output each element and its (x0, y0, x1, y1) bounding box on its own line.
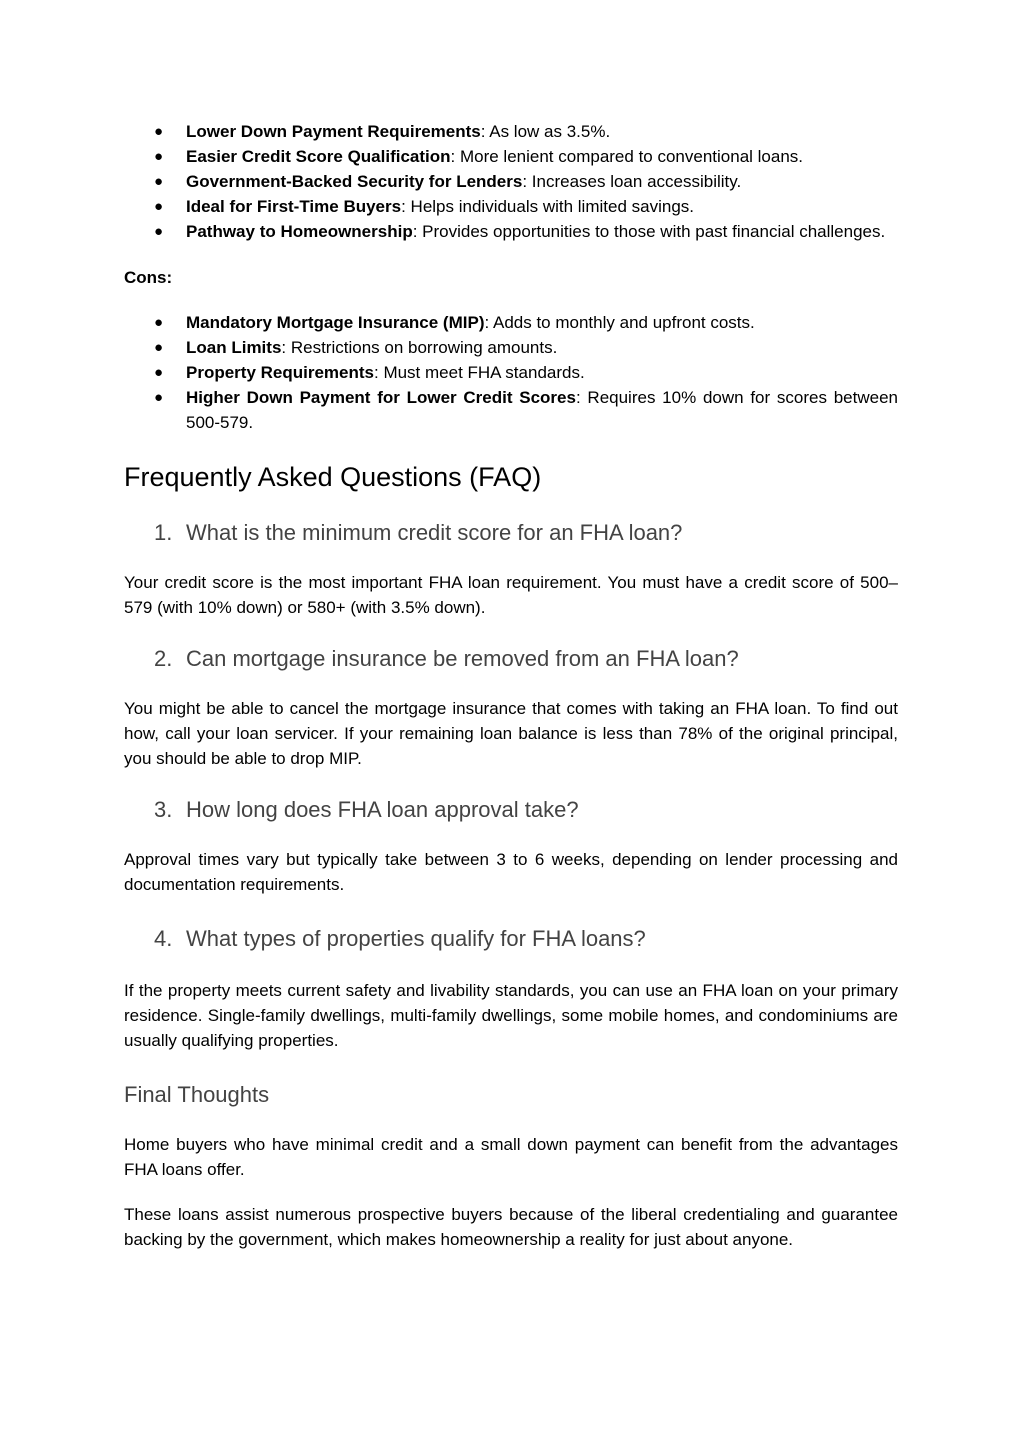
bullet-icon: ● (154, 198, 164, 215)
pros-list (124, 119, 898, 244)
con-term: Higher Down Payment for Lower Credit Scores (186, 388, 576, 407)
pro-desc: : Increases loan accessibility. (522, 172, 742, 191)
faq-number: 1. (154, 520, 173, 545)
faq-heading: Frequently Asked Questions (FAQ) (124, 462, 542, 492)
list-item (124, 360, 898, 385)
bullet-icon: ● (154, 314, 164, 331)
faq-number: 4. (154, 926, 173, 951)
con-term: Property Requirements (186, 363, 374, 382)
faq-number: 2. (154, 646, 173, 671)
list-item (124, 144, 898, 169)
faq-answer: Your credit score is the most important FHA loan requirement. You must have a credit score of 500–579 (with 10% down) or 580+ (with 3.5% down). (124, 573, 898, 617)
faq-question-text: How long does FHA loan approval take? (186, 797, 579, 822)
bullet-icon: ● (154, 223, 164, 240)
bullet-icon: ● (154, 173, 164, 190)
cons-list (124, 310, 898, 435)
list-item (124, 219, 898, 244)
cons-heading: Cons: (124, 268, 173, 287)
bullet-icon: ● (154, 123, 164, 140)
pro-desc: : Helps individuals with limited savings. (401, 197, 694, 216)
final-paragraph: Home buyers who have minimal credit and a small down payment can benefit from the advantages FHA loans offer. (124, 1135, 898, 1179)
faq-question-text: Can mortgage insurance be removed from an FHA loan? (186, 646, 739, 671)
con-desc: : Must meet FHA standards. (374, 363, 585, 382)
list-item (124, 169, 898, 194)
pro-term: Government-Backed Security for Lenders (186, 172, 523, 191)
pro-desc: : More lenient compared to conventional loans. (450, 147, 804, 166)
list-item (124, 310, 898, 335)
con-desc: : Requires 10% down for scores between 500-579. (186, 388, 898, 432)
bullet-icon: ● (154, 148, 164, 165)
faq-number: 3. (154, 797, 173, 822)
pro-desc: : As low as 3.5%. (480, 122, 611, 141)
faq-question (124, 644, 898, 674)
final-thoughts-heading: Final Thoughts (124, 1082, 270, 1107)
faq-answer: Approval times vary but typically take between 3 to 6 weeks, depending on lender processing and documentation requirements. (124, 850, 898, 894)
faq-question (124, 518, 898, 548)
con-desc: : Adds to monthly and upfront costs. (484, 313, 755, 332)
pro-desc: : Provides opportunities to those with past financial challenges. (412, 222, 886, 241)
con-term: Mandatory Mortgage Insurance (MIP) (186, 313, 485, 332)
faq-question-text: What types of properties qualify for FHA loans? (186, 926, 646, 951)
document-page (124, 119, 898, 1252)
list-item (124, 194, 898, 219)
bullet-icon: ● (154, 339, 164, 356)
faq-question (124, 795, 898, 825)
con-desc: : Restrictions on borrowing amounts. (281, 338, 558, 357)
pro-term: Easier Credit Score Qualification (186, 147, 451, 166)
list-item (124, 335, 898, 360)
pro-term: Lower Down Payment Requirements (186, 122, 481, 141)
bullet-icon: ● (154, 364, 164, 381)
final-paragraph: These loans assist numerous prospective buyers because of the liberal credentialing and guarantee backing by the government, which makes homeownership a reality for just about anyone. (124, 1205, 898, 1249)
con-term: Loan Limits (186, 338, 282, 357)
faq-question (124, 924, 898, 954)
pro-term: Pathway to Homeownership (186, 222, 413, 241)
faq-answer: You might be able to cancel the mortgage insurance that comes with taking an FHA loan. To find out how, call your loan servicer. If your remaining loan balance is less than 78% of the original principal, you should be able to drop MIP. (124, 699, 898, 768)
pro-term: Ideal for First-Time Buyers (186, 197, 402, 216)
bullet-icon: ● (154, 389, 164, 406)
faq-question-text: What is the minimum credit score for an FHA loan? (186, 520, 683, 545)
list-item (124, 119, 898, 144)
list-item (124, 385, 898, 435)
faq-answer: If the property meets current safety and livability standards, you can use an FHA loan on your primary residence. Single-family dwellings, multi-family dwellings, some mobile homes, and condominiums are usually qualifying properties. (124, 981, 898, 1050)
